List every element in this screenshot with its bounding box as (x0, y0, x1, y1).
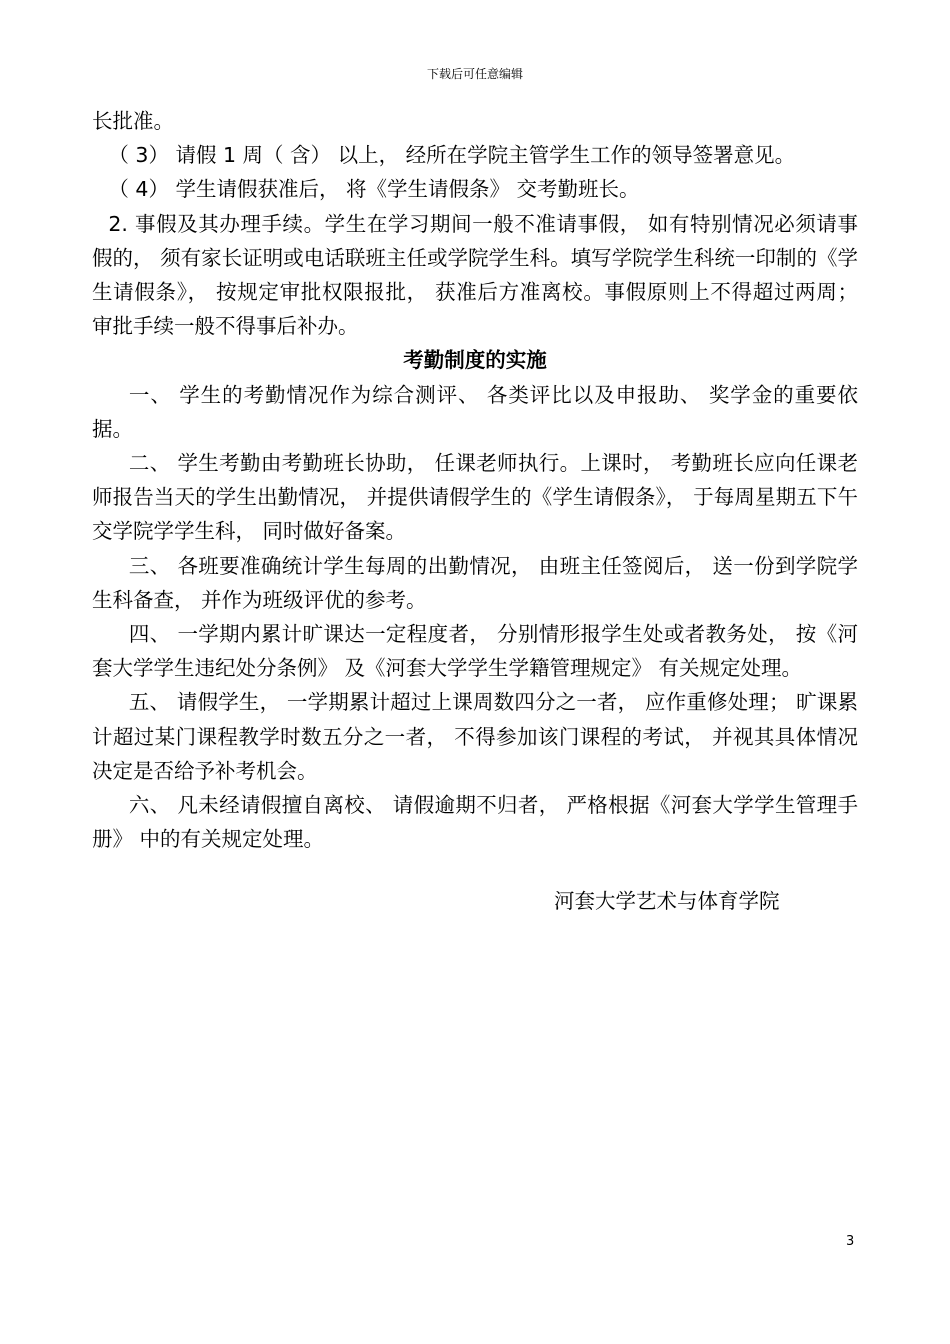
paragraph-rule-6: 六、 凡未经请假擅自离校、 请假逾期不归者， 严格根据《河套大学学生管理手册》 中的有关规定处理。 (92, 793, 858, 852)
paragraph-rule-5: 五、 请假学生， 一学期累计超过上课周数四分之一者， 应作重修处理； 旷课累计超过某门课程教学时数五分之一者， 不得参加该门课程的考试， 并视其具体情况决定是否给予补考机会。 (92, 690, 858, 783)
page-number: 3 (846, 1234, 855, 1249)
paragraph-personal-leave: 2. 事假及其办理手续。学生在学习期间一般不准请事假， 如有特别情况必须请事假的， 须有家长证明或电话联班主任或学院学生科。填写学院学生科统一印制的《学生请假条》， 按规定审批权限报批， 获准后方准离校。事假原则上不得超过两周； 审批手续一般不得事后补办。 (92, 211, 858, 339)
paragraph-rule-4: 四、 一学期内累计旷课达一定程度者， 分别情形报学生处或者教务处， 按《河套大学学生违纪处分条例》 及《河套大学学生学籍管理规定》 有关规定处理。 (92, 622, 858, 681)
section-title: 考勤制度的实施 (403, 348, 547, 373)
paragraph-rule-1: 一、 学生的考勤情况作为综合测评、 各类评比以及申报助、 奖学金的重要依据。 (92, 382, 858, 441)
paragraph-rule-2: 二、 学生考勤由考勤班长协助， 任课老师执行。上课时， 考勤班长应向任课老师报告当天的学生出勤情况， 并提供请假学生的《学生请假条》， 于每周星期五下午交学院学学生科， 同时做好备案。 (92, 451, 858, 544)
paragraph-item-4: （ 4） 学生请假获准后， 将《学生请假条》 交考勤班长。 (108, 177, 640, 202)
document-body (92, 104, 858, 856)
paragraph-item-3: （ 3） 请假 1 周（ 含） 以上， 经所在学院主管学生工作的领导签署意见。 (108, 143, 796, 168)
paragraph-rule-3: 三、 各班要准确统计学生每周的出勤情况， 由班主任签阅后， 送一份到学院学生科备查， 并作为班级评优的参考。 (92, 553, 858, 612)
paragraph-continuation: 长批准。 (92, 109, 174, 133)
page-header: 下载后可任意编辑 (426, 67, 523, 81)
signature-institution: 河套大学艺术与体育学院 (554, 889, 780, 913)
